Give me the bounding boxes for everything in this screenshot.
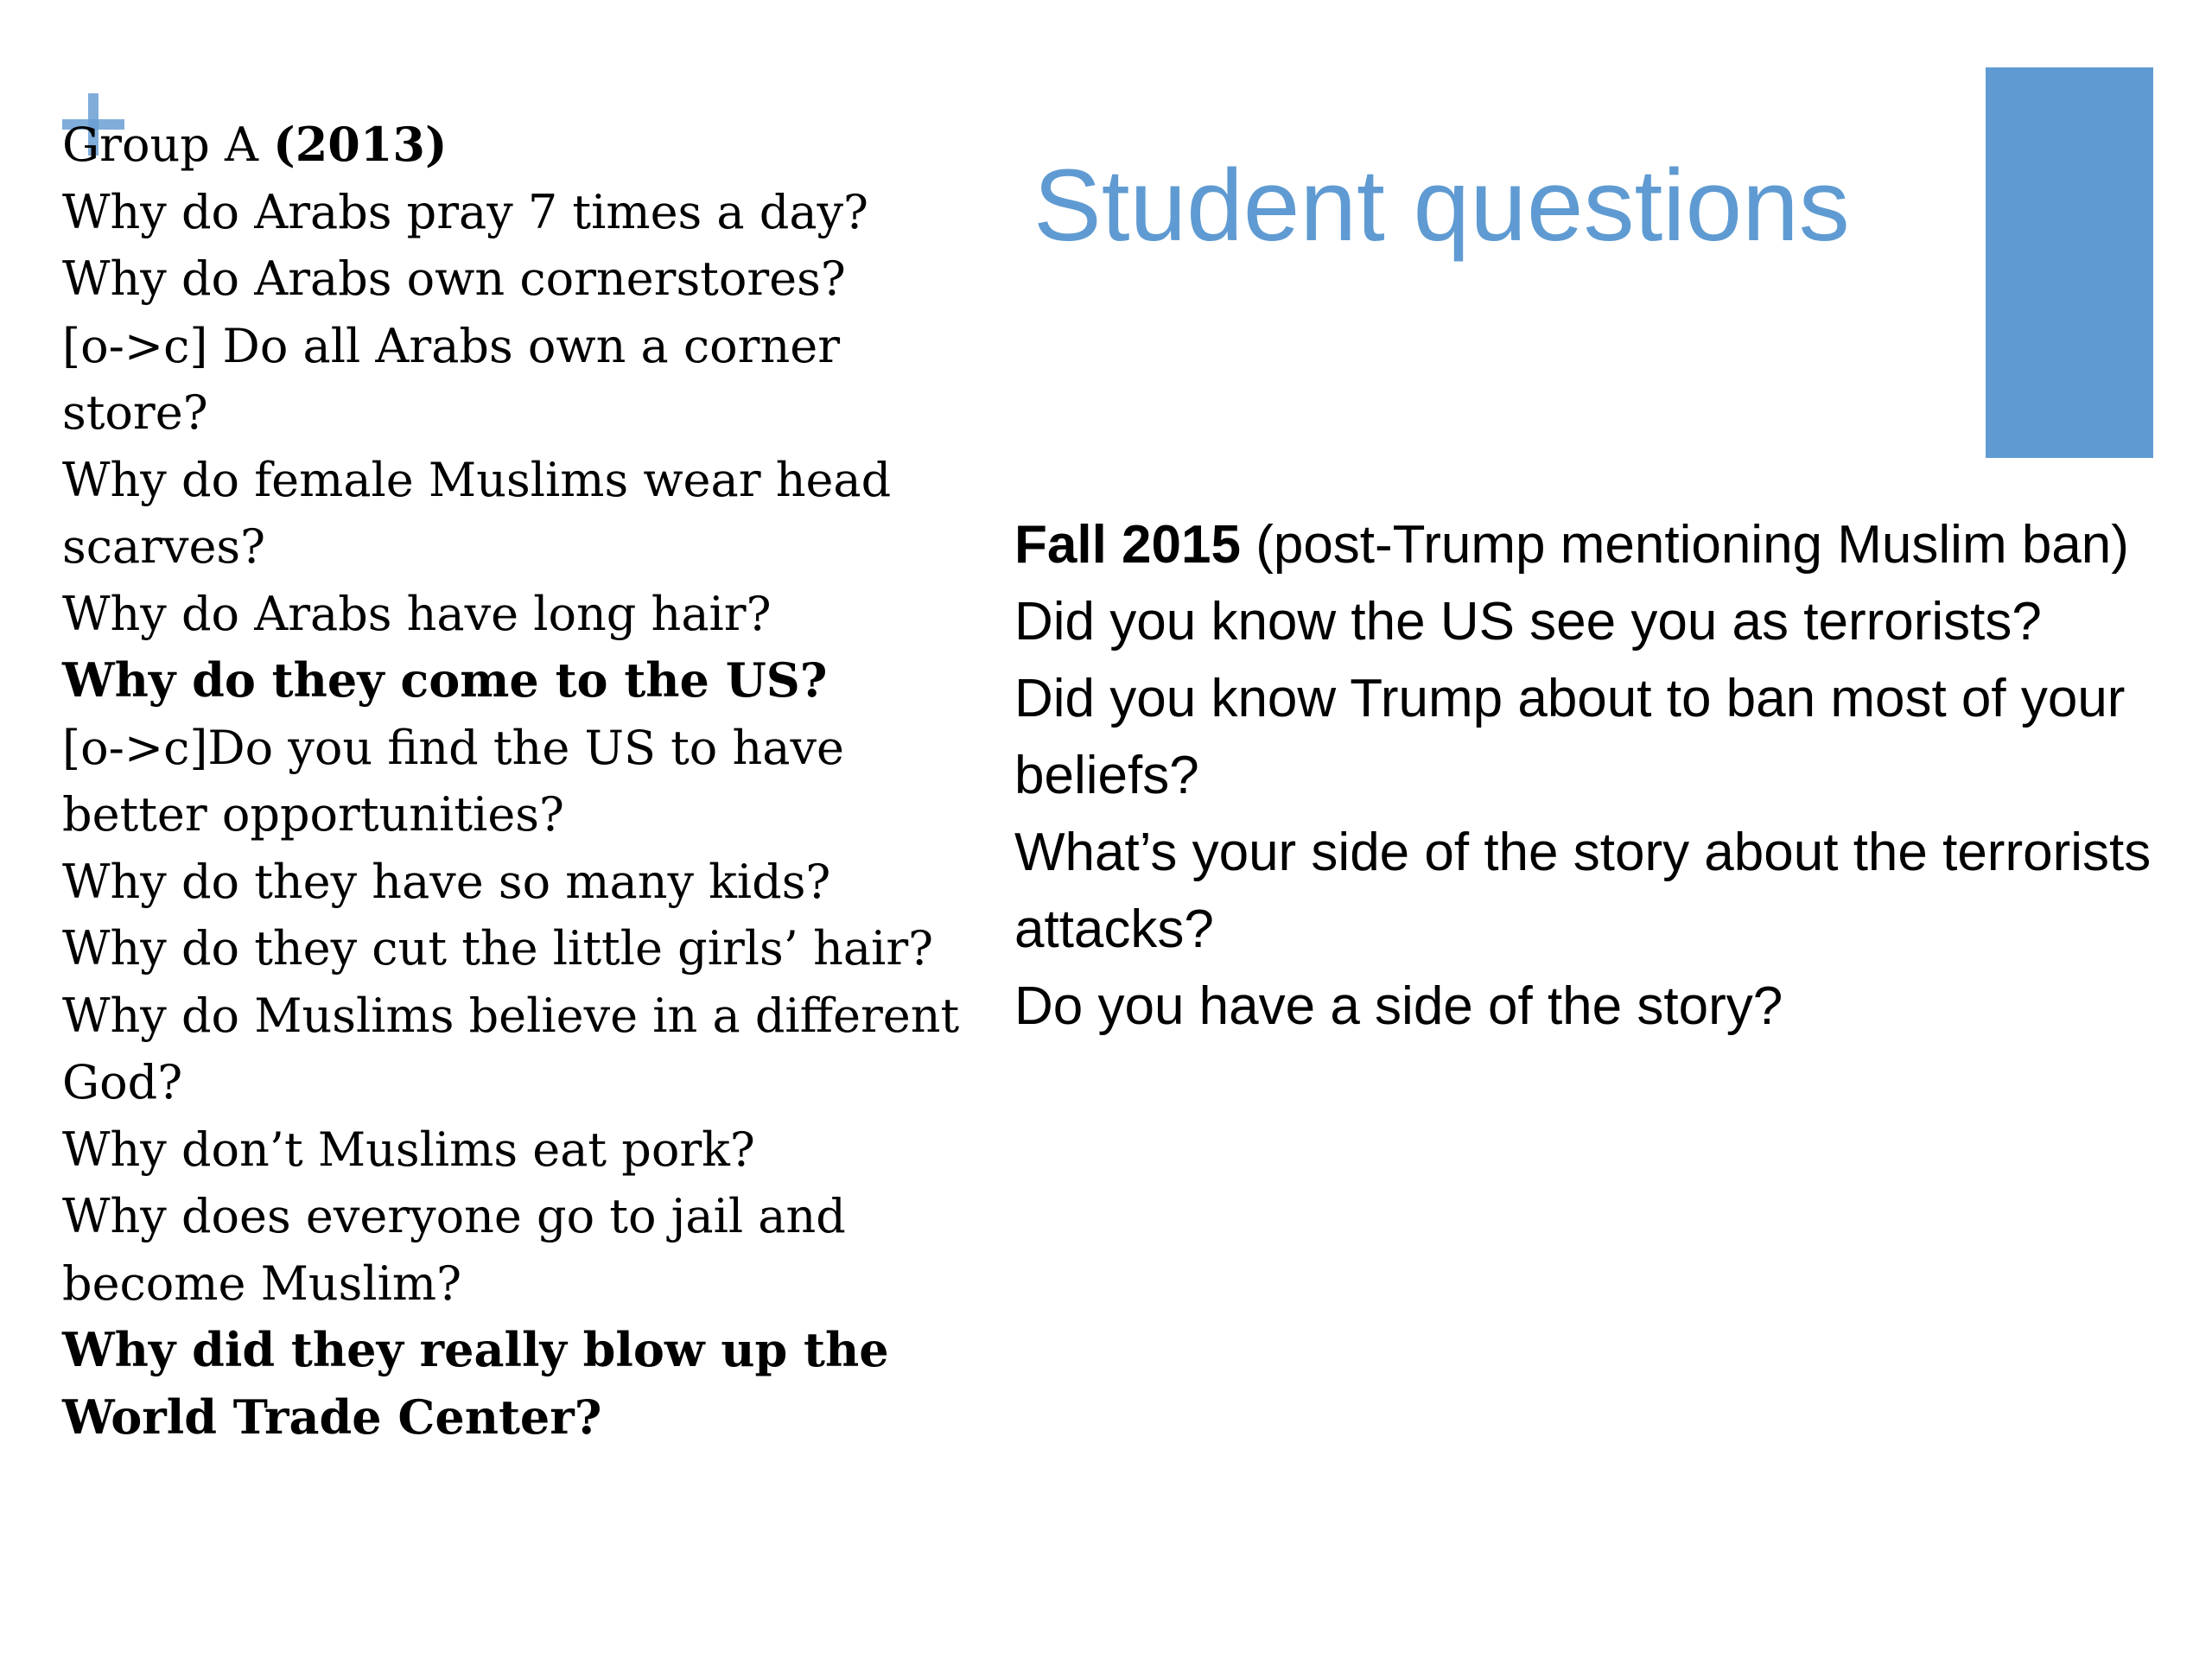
question-line-emphasized: Why did they really blow up the: [62, 1322, 889, 1377]
question-line: What’s your side of the story about the terrorists: [1014, 823, 2152, 882]
question-line: Why do they have so many kids?: [62, 854, 831, 909]
question-line: Why does everyone go to jail and: [62, 1189, 846, 1243]
fall-2015-heading-note: (post-Trump mentioning Muslim ban): [1240, 515, 2129, 575]
fall-2015-heading: [1014, 506, 2207, 583]
question-line: Did you know Trump about to ban most of your: [1014, 669, 2126, 728]
accent-bar: [1986, 67, 2153, 458]
fall-2015-heading-label: Fall 2015: [1014, 515, 1241, 575]
question-line: God?: [62, 1055, 183, 1109]
group-a-questions: [62, 111, 978, 1451]
question-line: Why don’t Muslims eat pork?: [62, 1122, 755, 1177]
question-line: store?: [62, 385, 208, 440]
question-line: Why do they cut the little girls’ hair?: [62, 921, 934, 976]
group-a-heading-year: (2013): [273, 117, 448, 172]
question-line: scarves?: [62, 519, 266, 574]
group-a-heading: [62, 111, 978, 179]
question-line: beliefs?: [1014, 746, 1199, 805]
question-line: better opportunities?: [62, 787, 564, 842]
question-line: [o->c]Do you find the US to have: [62, 720, 844, 775]
fall-2015-questions: [1014, 506, 2207, 1045]
question-line-emphasized: Why do they come to the US?: [62, 652, 828, 708]
question-line: Why do Arabs own cornerstores?: [62, 251, 846, 306]
question-line-emphasized: World Trade Center?: [62, 1389, 602, 1445]
question-line: Why do Arabs pray 7 times a day?: [62, 184, 869, 239]
group-a-heading-label: Group A: [62, 118, 274, 172]
question-line: attacks?: [1014, 899, 1214, 959]
question-line: Why do Muslims believe in a different: [62, 988, 960, 1043]
question-line: [o->c] Do all Arabs own a corner: [62, 318, 841, 373]
question-line: become Muslim?: [62, 1255, 462, 1311]
question-line: Why do Arabs have long hair?: [62, 586, 772, 641]
question-line: Do you have a side of the story?: [1014, 976, 1783, 1036]
question-line: Why do female Muslims wear head: [62, 452, 892, 507]
question-line: Did you know the US see you as terrorists?: [1014, 592, 2042, 652]
slide-title: Student questions: [1033, 149, 1850, 263]
